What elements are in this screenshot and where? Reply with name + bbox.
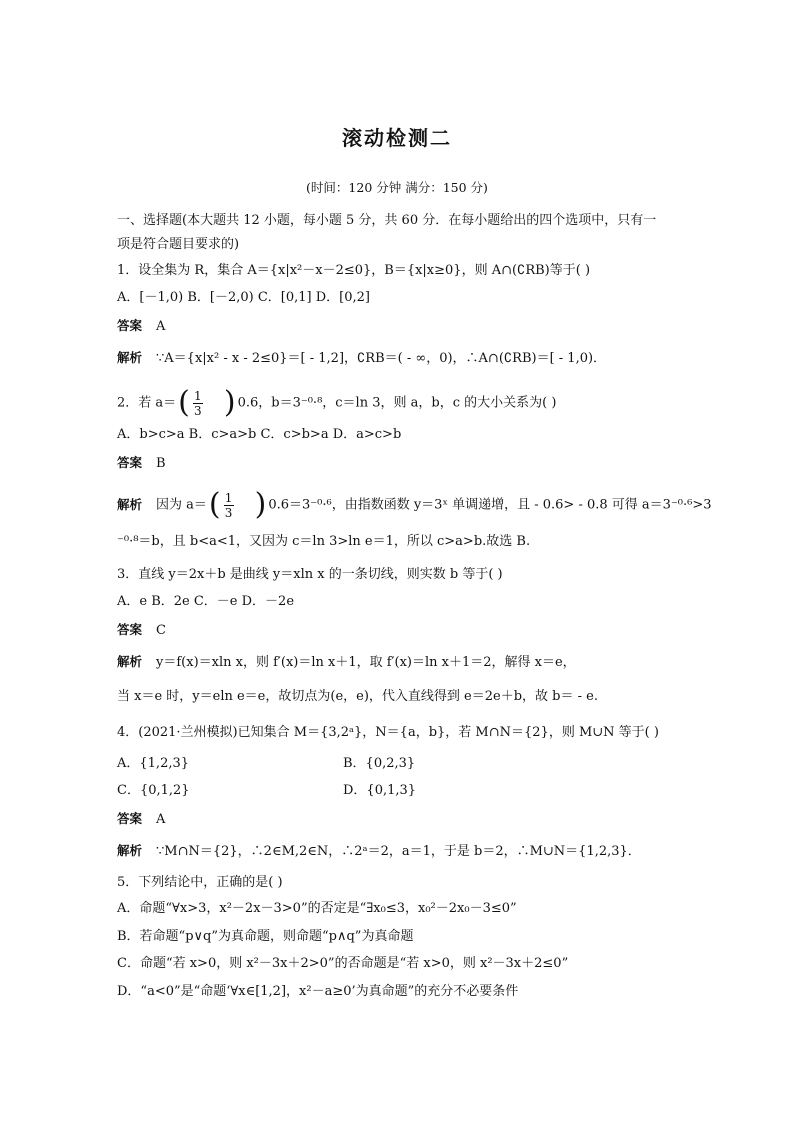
q3-analysis-line1: y＝f(x)＝xln x，则 f′(x)＝ln x＋1，取 f′(x)＝ln x＋1＝2，解得 x＝e， [156, 655, 576, 670]
q3-answer: C [156, 623, 166, 638]
q1-stem: 1．设全集为 R，集合 A＝{x|x²－x－2≤0}，B＝{x|x≥0}，则 A∩(∁RB)等于( ) [117, 263, 591, 278]
q4-option-a: A．{1,2,3} [117, 756, 190, 771]
q2-analysis-frac-num: 1 [224, 490, 233, 505]
q5-option-c: C．命题“若 x>0，则 x²－3x＋2>0”的否命题是“若 x>0，则 x²－3x＋2≤0” [117, 956, 569, 971]
q4-answer: A [156, 812, 166, 827]
q2-answer: B [156, 456, 166, 471]
analysis-label: 解析 [117, 654, 143, 669]
q3-analysis-line2: 当 x＝e 时，y＝eln e＝e，故切点为(e，e)，代入直线得到 e＝2e＋b，故 b＝ - e. [117, 689, 598, 704]
q2-analysis-pre: 因为 a＝ [156, 497, 207, 513]
q5-stem: 5．下列结论中，正确的是( ) [117, 875, 283, 890]
q3-stem: 3．直线 y＝2x＋b 是曲线 y＝xln x 的一条切线，则实数 b 等于( ) [117, 567, 503, 582]
q3-analysis-row [117, 653, 576, 672]
q1-analysis-row [117, 349, 606, 368]
section-heading-line2: 项是符合题目要求的) [117, 237, 240, 252]
q2-analysis-fraction: ( $\frac{1}{3}$ ) [208, 487, 267, 522]
q4-stem: 4．(2021·兰州模拟)已知集合 M＝{3,2ᵃ}，N＝{a，b}，若 M∩N＝{2}，则 M∪N 等于( ) [117, 725, 659, 740]
q2-analysis-row [117, 487, 712, 522]
q1-answer-row [117, 317, 165, 336]
answer-label: 答案 [117, 455, 143, 470]
analysis-label: 解析 [117, 350, 143, 365]
q2-frac-num: 1 [194, 388, 202, 403]
q1-analysis: ∵A＝{x|x² - x - 2≤0}＝[ - 1,2]，∁RB＝( - ∞，0)，∴A∩(∁RB)＝[ - 1,0)． [156, 351, 607, 366]
q2-frac-den: 3 [194, 403, 202, 418]
q4-option-d: D．{0,1,3} [343, 783, 417, 798]
q2-stem-pre: 2．若 a＝ [117, 395, 177, 411]
q3-answer-row [117, 621, 166, 640]
q3-options: A．e B．2e C．－e D．－2e [117, 594, 295, 609]
q4-answer-row [117, 810, 165, 829]
q2-stem-post: 0.6，b＝3⁻⁰·⁸，c＝ln 3，则 a，b，c 的大小关系为( ) [237, 395, 557, 411]
q4-option-c: C．{0,1,2} [117, 783, 190, 798]
exam-info: (时间：120 分钟 满分：150 分) [306, 180, 488, 195]
answer-label: 答案 [117, 811, 143, 826]
q1-options: A．[－1,0) B．[－2,0) C．[0,1] D．[0,2] [117, 290, 370, 305]
q2-fraction: ( $\frac{1}{3}$ ) [178, 385, 236, 420]
q4-analysis-row [117, 842, 641, 861]
q2-options: A．b>c>a B．c>a>b C．c>b>a D．a>c>b [117, 427, 402, 442]
q4-options-row2 [117, 782, 417, 800]
q5-option-a: A．命题“∀x>3，x²－2x－3>0”的否定是“∃x₀≤3，x₀²－2x₀－3≤0” [117, 901, 517, 916]
q4-option-b: B．{0,2,3} [343, 756, 416, 771]
q2-answer-row [117, 454, 166, 473]
q1-answer: A [156, 319, 166, 334]
q5-option-d: D．“a<0”是“命题‘∀x∈[1,2]，x²－a≥0’为真命题”的充分不必要条件 [117, 984, 519, 999]
q4-options-row1 [117, 755, 416, 773]
answer-label: 答案 [117, 622, 143, 637]
page-title: 滚动检测二 [342, 126, 452, 150]
q4-analysis: ∵M∩N＝{2}，∴2∈M,2∈N，∴2ᵃ＝2，a＝1，于是 b＝2，∴M∪N＝{1,2,3}． [156, 844, 641, 859]
q2-analysis-frac-den: 3 [224, 505, 233, 520]
analysis-label: 解析 [117, 843, 143, 858]
analysis-label: 解析 [117, 496, 143, 512]
q5-option-b: B．若命题“p∨q”为真命题，则命题“p∧q”为真命题 [117, 929, 414, 944]
q2-stem [117, 385, 557, 420]
answer-label: 答案 [117, 318, 143, 333]
q2-analysis-line2: ⁻⁰·⁸＝b，且 b<a<1，又因为 c＝ln 3>ln e＝1，所以 c>a>b.故选 B. [117, 534, 531, 549]
q2-analysis-post: 0.6＝3⁻⁰·⁶，由指数函数 y＝3ˣ 单调递增，且 - 0.6> - 0.8 可得 a＝3⁻⁰·⁶>3 [268, 497, 712, 513]
section-heading-line1: 一、选择题(本大题共 12 小题，每小题 5 分，共 60 分．在每小题给出的四个选项中，只有一 [117, 213, 657, 228]
